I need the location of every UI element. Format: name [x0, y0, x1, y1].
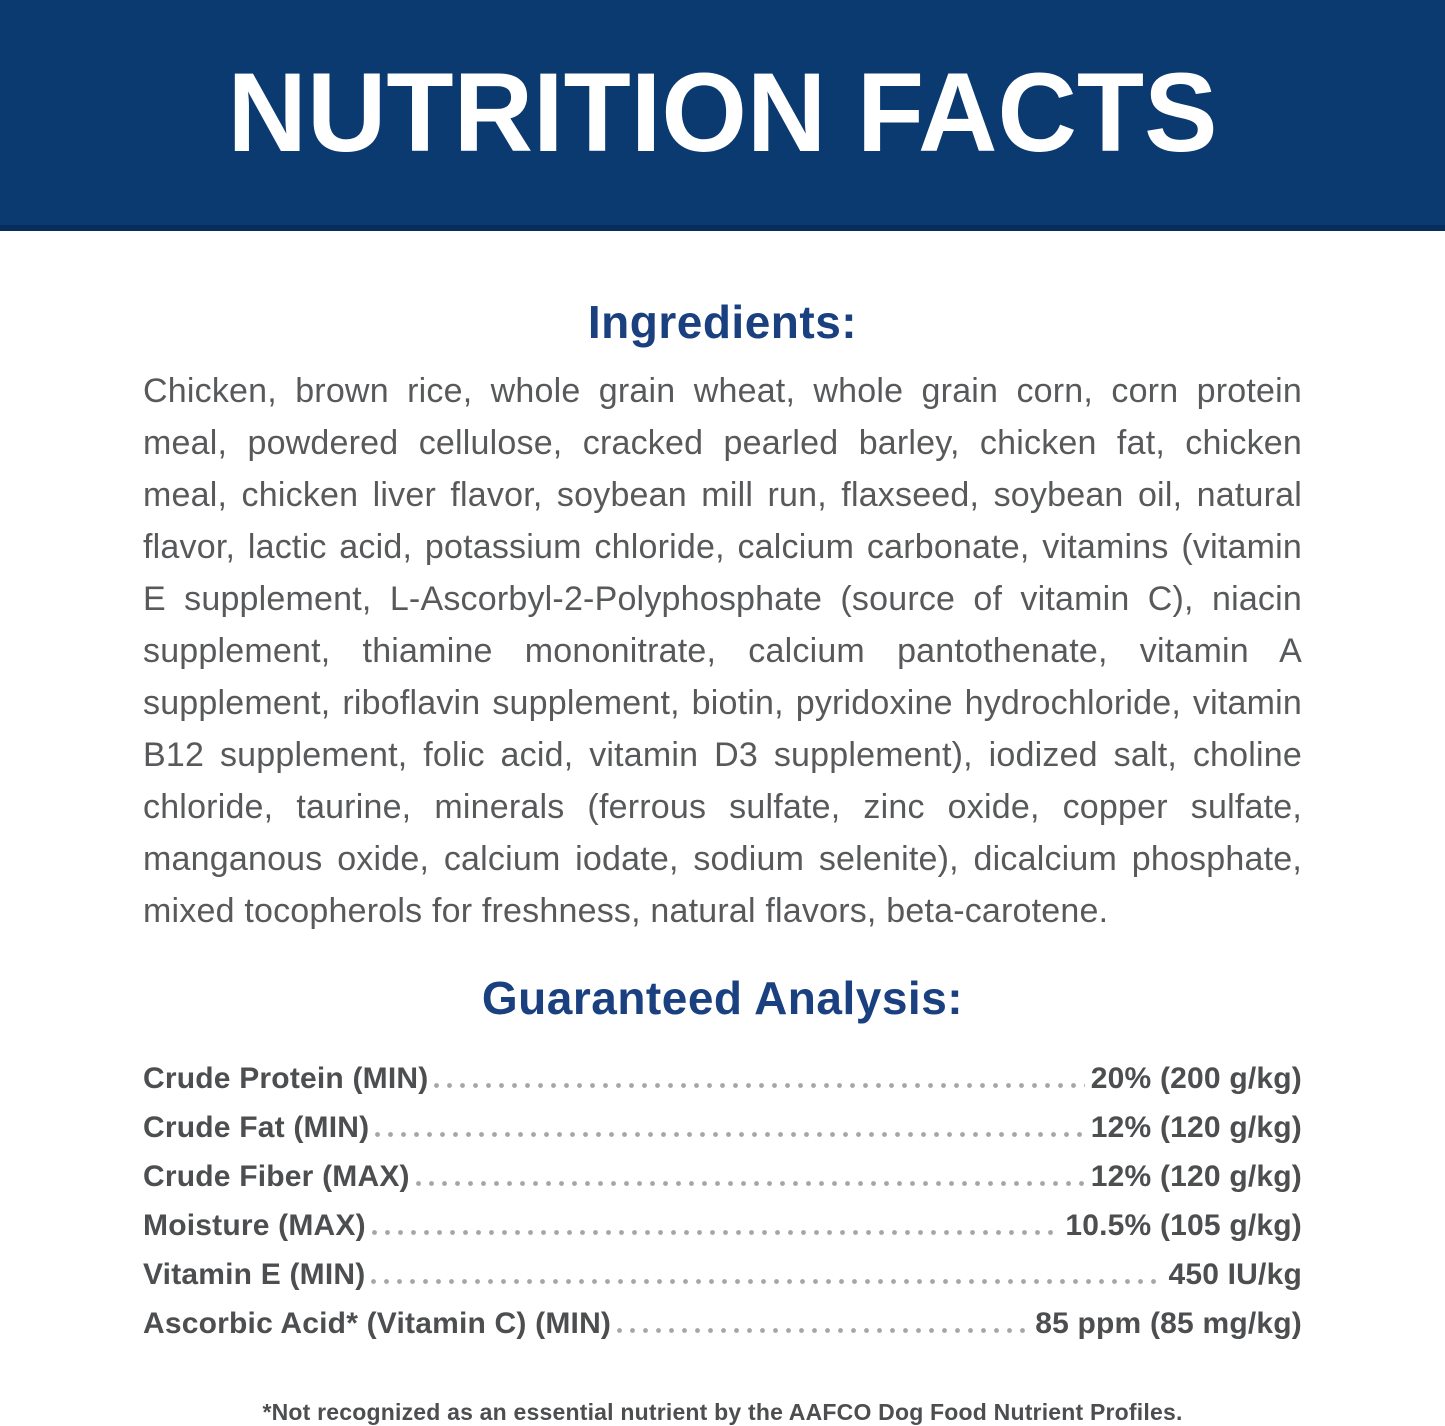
analysis-row-value: 450 IU/kg: [1168, 1258, 1302, 1291]
analysis-row-label: Crude Fat (MIN): [143, 1111, 370, 1144]
dotted-leader: [371, 1279, 1162, 1284]
analysis-row-label: Crude Fiber (MAX): [143, 1160, 410, 1193]
dotted-leader: [416, 1181, 1085, 1186]
ingredients-text: Chicken, brown rice, whole grain wheat, whole grain corn, corn protein meal, powdered cellulose, cracked pearled barley, chicken fat, chicken meal, chicken liver flavor, soybean mill run, flaxseed, soybean oil, natural flavor, lactic acid, potassium chloride, calcium carbonate, vitamins (vitamin E supplement, L-Ascorbyl-2-Polyphosphate (source of vitamin C), niacin supplement, thiamine mononitrate, calcium pantothenate, vitamin A supplement, riboflavin supplement, biotin, pyridoxine hydrochloride, vitamin B12 supplement, folic acid, vitamin D3 supplement), iodized salt, choline chloride, taurine, minerals (ferrous sulfate, zinc oxide, copper sulfate, manganous oxide, calcium iodate, sodium selenite), dicalcium phosphate, mixed tocopherols for freshness, natural flavors, beta-carotene.: [143, 372, 1302, 930]
label-content: [0, 295, 1445, 1426]
analysis-row-label: Vitamin E (MIN): [143, 1258, 366, 1291]
analysis-row: [143, 1145, 1302, 1194]
dotted-leader: [617, 1328, 1029, 1333]
analysis-row: [143, 1243, 1302, 1292]
dotted-leader: [375, 1132, 1084, 1137]
footnote: *Not recognized as an essential nutrient by the AAFCO Dog Food Nutrient Profiles.: [262, 1399, 1183, 1425]
analysis-row: [143, 1292, 1302, 1341]
header-band: [0, 0, 1445, 231]
analysis-row-value: 12% (120 g/kg): [1090, 1111, 1302, 1144]
analysis-row: [143, 1047, 1302, 1096]
ingredients-heading: Ingredients:: [587, 296, 858, 348]
analysis-row-value: 85 ppm (85 mg/kg): [1035, 1307, 1302, 1340]
analysis-row-value: 12% (120 g/kg): [1090, 1160, 1302, 1193]
page-title: NUTRITION FACTS: [227, 49, 1218, 176]
analysis-row-value: 10.5% (105 g/kg): [1065, 1209, 1302, 1242]
analysis-row-value: 20% (200 g/kg): [1090, 1062, 1302, 1095]
analysis-row: [143, 1194, 1302, 1243]
dotted-leader: [372, 1230, 1060, 1235]
dotted-leader: [434, 1083, 1084, 1088]
analysis-row: [143, 1096, 1302, 1145]
analysis-rows: [143, 1047, 1302, 1341]
analysis-row-label: Ascorbic Acid* (Vitamin C) (MIN): [143, 1307, 612, 1340]
analysis-row-label: Crude Protein (MIN): [143, 1062, 429, 1095]
analysis-row-label: Moisture (MAX): [143, 1209, 366, 1242]
analysis-heading: Guaranteed Analysis:: [481, 972, 964, 1024]
